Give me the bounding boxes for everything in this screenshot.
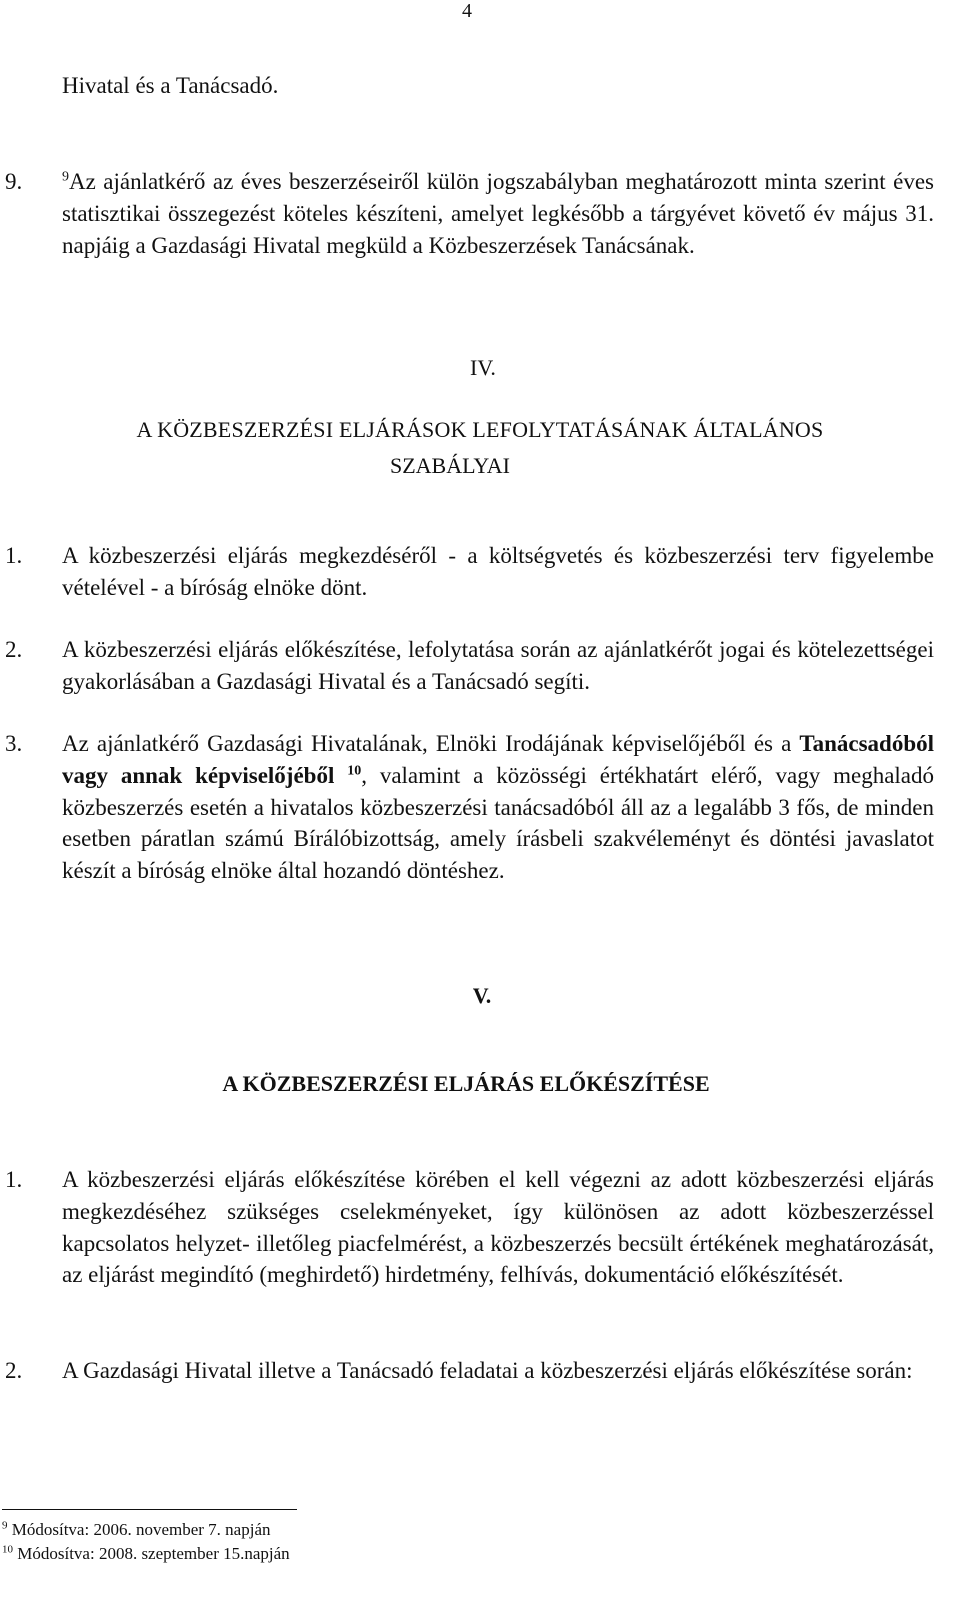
section5-item2-text: A Gazdasági Hivatal illetve a Tanácsadó feladatai a közbeszerzési eljárás előkészítése során:: [62, 1358, 913, 1383]
section4-title-line1: A KÖZBESZERZÉSI ELJÁRÁSOK LEFOLYTATÁSÁNAK ÁLTALÁNOS: [136, 417, 824, 442]
section4-title-line2: SZABÁLYAI: [389, 453, 511, 478]
item9-number: 9.: [5, 169, 23, 194]
section5-item1-number: 1.: [5, 1167, 23, 1192]
item9-text: Az ajánlatkérő az éves beszerzéseiről külön jogszabályban meghatározott minta szerint éves statisztikai összegezést köteles készíteni, amelyet legkésőbb a tárgyévet követő év május 31. napjáig a Gazdasági Hivatal megküld a Közbeszerzések Tanácsának.: [62, 169, 934, 258]
footnote-9: [2, 1519, 271, 1541]
page-number: 4: [462, 0, 472, 22]
section4-item3-bold-text: Tanácsadóból vagy annak képviselőjéből: [62, 731, 934, 788]
section5-title: A KÖZBESZERZÉSI ELJÁRÁS ELŐKÉSZÍTÉSE: [222, 1071, 710, 1096]
section4-item2-text: A közbeszerzési eljárás előkészítése, lefolytatása során az ajánlatkérőt jogai és kötelezettségei gyakorlásában a Gazdasági Hivatal és a Tanácsadó segíti.: [62, 637, 934, 694]
section5-item1-text: A közbeszerzési eljárás előkészítése körében el kell végezni az adott közbeszerzési eljárás megkezdéséhez szükséges cselekményeket, így különösen az adott közbeszerzéssel kapcsolatos helyzet- illetőleg piacfelmérést, a közbeszerzés becsült értékének meghatározását, az eljárást megindító (meghirdető) hirdetmény, felhívás, dokumentáció előkészítését.: [62, 1167, 934, 1288]
footnote-ref-10: 10: [347, 763, 362, 779]
section5-roman: V.: [472, 983, 492, 1008]
intro-line: Hivatal és a Tanácsadó.: [62, 73, 279, 98]
item9-paragraph: [62, 166, 934, 261]
section4-item3-text-b: , valamint a közösségi értékhatárt elérő, vagy meghaladó közbeszerzés esetén a hivatalos közbeszerzési tanácsadóból áll az a legalább 3 fős, de minden esetben páratlan számú Bírálóbizottság, amely írásbeli szakvéleményt és döntési javaslatot készít a bíróság elnöke által hozandó döntéshez.: [62, 762, 935, 884]
section4-item3-number: 3.: [5, 731, 23, 756]
footnote-10-number: 10: [2, 1543, 13, 1556]
section5-item2-number: 2.: [5, 1358, 23, 1383]
footnote-divider: [2, 1509, 297, 1510]
footnote-ref-9: 9: [62, 169, 69, 185]
section4-item3-paragraph: [62, 728, 934, 887]
footnote-9-text: Módosítva: 2006. november 7. napján: [11, 1520, 271, 1539]
footnote-9-number: 9: [2, 1519, 8, 1532]
section4-item3-text-a: Az ajánlatkérő Gazdasági Hivatalának, Elnöki Irodájának képviselőjéből és a: [62, 731, 800, 756]
footnote-10: [2, 1543, 290, 1565]
section4-item1-text: A közbeszerzési eljárás megkezdéséről - a költségvetés és közbeszerzési terv figyelembe vételével - a bíróság elnöke dönt.: [62, 543, 934, 600]
section4-item1-number: 1.: [5, 543, 23, 568]
section4-item2-number: 2.: [5, 637, 23, 662]
footnote-10-text: Módosítva: 2008. szeptember 15.napján: [17, 1544, 290, 1563]
section4-roman: IV.: [470, 355, 496, 380]
